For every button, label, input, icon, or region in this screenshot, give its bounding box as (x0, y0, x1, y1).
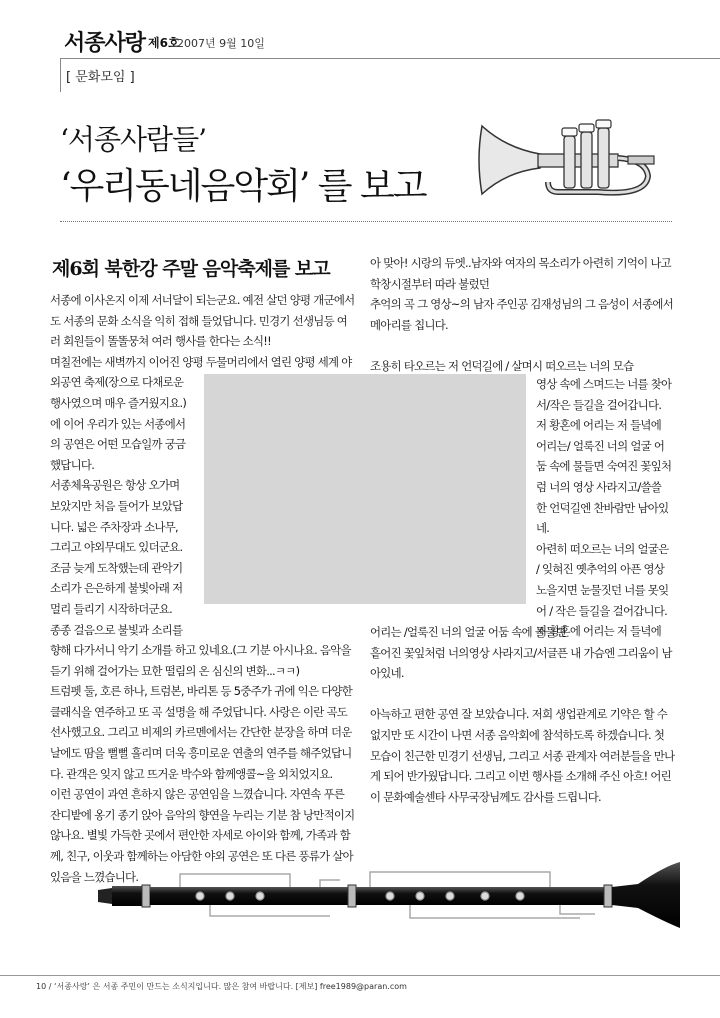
text-line: 니다. 넓은 주차장과 소나무, (50, 519, 178, 534)
text-line: 학창시절부터 따라 불렀던 (370, 276, 490, 291)
text-line: 어리는 /얼룩진 너의 얼굴 어둠 속에 물들면 (370, 625, 566, 639)
text-line: 향해 다가서니 악기 소개를 하고 있네요.(그 기분 아시나요. 음악을 (50, 643, 351, 658)
text-line: 추억의 곡 그 영상~의 남자 주인공 김재성님의 그 음성이 서종에서 (370, 297, 674, 312)
section-tag: [ 문화모임 ] (66, 70, 135, 85)
text-line: 서종에 이사온지 이제 서너달이 되는군요. 예전 살던 양평 개군에서 (50, 293, 355, 307)
poem-column (536, 374, 671, 642)
text-line: 러 회원들이 똘똘뭉쳐 여러 행사를 한다는 소식!! (50, 334, 272, 349)
text-line: 이런 공연이 과연 흔하지 않은 공연임을 느꼈습니다. 자연속 푸른 (50, 787, 345, 802)
text-line: 조금 늦게 도착했는데 관악기 (50, 560, 183, 575)
text-line: 클래식을 연주하고 또 곡 설명을 해 주었답니다. 사랑은 이란 곡도 (50, 704, 348, 719)
text-line: 메아리를 칩니다. (370, 317, 448, 332)
poem-line: 럼 너의 영상 사라지고/쓸쓸 (536, 479, 662, 494)
text-line: 트럼펫 둘, 호른 하나, 트럼본, 바리톤 등 5중주가 귀에 익은 다양한 (50, 684, 353, 699)
text-line: 외공연 축제(장으로 다채로운 (50, 375, 184, 390)
trumpet-icon (478, 118, 660, 200)
text-line: 이 문화예술센타 사무국장님께도 감사를 드립니다. (370, 789, 601, 804)
text-line: 다. 관객은 잊지 않고 뜨거운 박수와 함께앵콜~을 외치었지요. (50, 766, 333, 781)
headline-line2: ‘우리동네음악회’ 를 보고 (60, 166, 426, 207)
text-line: 께, 친구, 이웃과 함께하는 아담한 야외 공연은 또 다른 풍류가 살아 (50, 849, 353, 864)
concert-photo (204, 374, 526, 604)
poem-line: 어 / 작은 들길을 걸어갑니다. (536, 603, 668, 618)
footer-rule (0, 975, 720, 976)
issue-number: 제6호 (148, 36, 180, 50)
text-line: 도 서종의 문화 소식을 익히 접해 들었답니다. 민경기 선생님등 여 (50, 313, 348, 328)
text-line: 없지만 또 시간이 나면 서종 음악회에 참석하도록 하겠습니다. 첫 (370, 727, 665, 742)
text-line: 에 이어 우리가 있는 서종에서 (50, 416, 186, 431)
right-column-bottom (370, 622, 674, 807)
headline-line1: ‘서종사람들’ (60, 123, 207, 156)
text-line: 소리가 은은하게 불빛아래 저 (50, 581, 183, 596)
poem-line: / 잊혀진 옛추억의 아픈 영상 (536, 562, 665, 577)
text-line (370, 684, 674, 705)
text-line: 서종체육공원은 항상 오가며 (50, 478, 180, 493)
footer-text: 10 / ‘서종사랑’ 은 서종 주민이 만드는 소식지입니다. 많은 참여 바랍니다. [제보] free1989@paran.com (36, 982, 407, 991)
text-line: 종종 걸음으로 불빛과 소리를 (50, 622, 183, 637)
dotted-divider (60, 221, 672, 222)
article-subtitle: 제6회 북한강 주말 음악축제를 보고 (52, 258, 330, 280)
clarinet-icon (90, 860, 690, 930)
text-line: 게 되어 반가웠답니다. 그리고 이번 행사를 소개해 주신 아흐! 어린 (370, 769, 671, 784)
text-line: 흩어진 꽃잎처럼 너의영상 사라지고/서글픈 내 가슴엔 그리움이 남 (370, 645, 672, 660)
text-line: 조용히 타오르는 저 언덕길에 / 살며시 떠오르는 너의 모습 (370, 358, 634, 373)
text-line: 행사였으며 매우 즐거웠지요.) (50, 395, 187, 410)
text-line: 아있네. (370, 666, 404, 681)
poem-line: 저 황혼에 어리는 저 들녁에 (536, 624, 662, 639)
poem-line: 저 황혼에 어리는 저 들녘에 (536, 418, 662, 433)
poem-line: 둠 속에 물들면 숙여진 꽃잎처 (536, 459, 672, 474)
text-line: 날에도 땀을 뻘뻘 흘리며 더욱 흥미로운 연출의 연주를 해주었답니 (50, 746, 352, 761)
poem-line: 네. (536, 521, 550, 536)
text-line (370, 335, 673, 356)
text-line: 아 맞아! 시랑의 듀엣..남자와 여자의 목소리가 아련히 기억이 나고 (370, 256, 671, 270)
text-line: 모습이 친근한 민경기 선생님, 그리고 서종 관계자 여러분들을 만나 (370, 748, 675, 763)
issue-date: 2007년 9월 10일 (177, 37, 265, 50)
text-line: 있음을 느꼈습니다. (50, 869, 139, 884)
text-line: 보았지만 처음 들어가 보았답 (50, 498, 183, 513)
text-line: 듣기 위해 걸어가는 묘한 떨림의 온 심신의 변화...ㅋㅋ) (50, 663, 300, 678)
text-line: 그리고 야외무대도 있더군요. (50, 540, 183, 555)
header-vertical-rule (60, 58, 61, 92)
text-line: 선사했고요. 그리고 비제의 카르멘에서는 간단한 분장을 하며 더운 (50, 725, 352, 740)
poem-line: 영상 속에 스며드는 너를 찾아 (536, 377, 672, 391)
header-rule (60, 58, 720, 59)
text-line: 않나요. 별빛 가득한 곳에서 편안한 자세로 아이와 함께, 가족과 함 (50, 828, 351, 843)
poem-line: 서/작은 들길을 걸어갑니다. (536, 397, 662, 412)
newsletter-title: 서종사랑 (64, 31, 146, 56)
poem-line: 한 언덕길엔 찬바람만 남아있 (536, 500, 669, 515)
poem-line: 아련히 떠오르는 너의 얼굴은 (536, 541, 669, 556)
text-line: 아늑하고 편한 공연 잘 보았습니다. 저희 생업관계로 기약은 할 수 (370, 707, 668, 722)
text-line: 며칠전에는 새벽까지 이어진 양평 두물머리에서 열린 양평 세계 야 (50, 354, 352, 369)
text-line: 했답니다. (50, 457, 95, 472)
text-line: 멀리 들리기 시작하더군요. (50, 601, 173, 616)
right-column (370, 253, 673, 377)
poem-line: 어리는/ 얼룩진 너의 얼굴 어 (536, 438, 665, 453)
text-line: 잔디밭에 옹기 종기 앉아 음악의 향연을 누리는 기분 참 낭만적이지 (50, 807, 355, 822)
poem-line: 노을지면 눈물짓던 너를 못잊 (536, 582, 669, 597)
text-line: 의 공연은 어떤 모습일까 궁금 (50, 437, 186, 452)
